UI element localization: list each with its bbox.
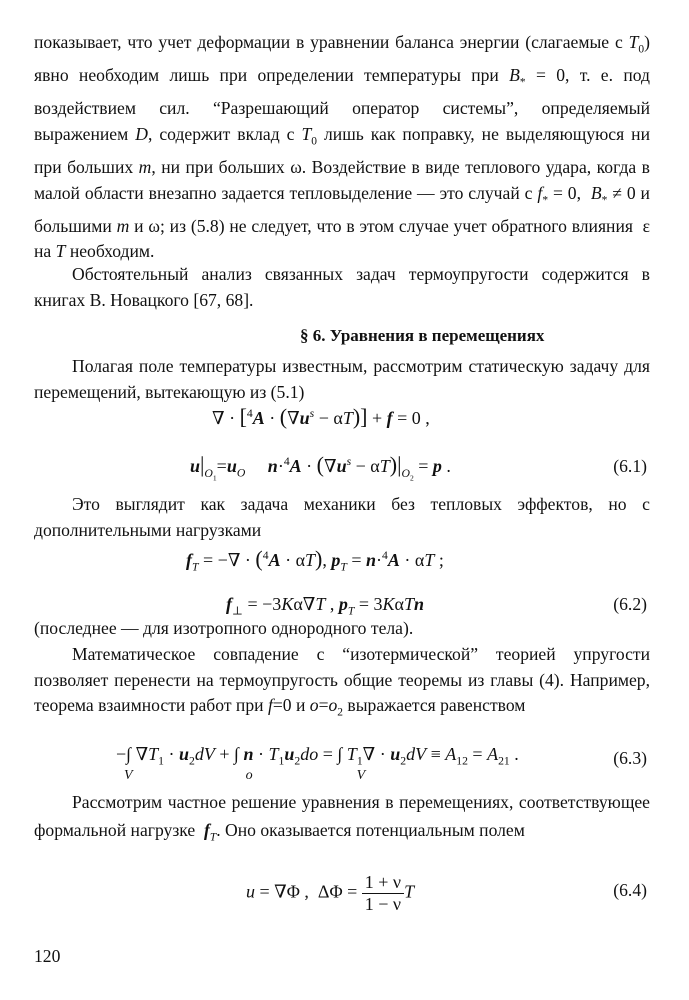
equation-6-1-line-1: ∇ · $[^4A \cdot (\nabla u^s - \alpha T)] + f = 0$ , [212,404,430,429]
equation-6-1-line-2: $u|_{O_1}=u_O$ $n\cdot^4A \cdot (\nabla u^s - \alpha T)|_{O_2} = p$ . [190,452,451,482]
equation-6-2-number: (6.2) [613,594,647,614]
equation-6-2-line-2: $f_\perp = -3K\alpha\nabla T$ , $p_T = 3K\alpha Tn$ [226,594,424,618]
paragraph-4: Это выглядит как задача механики без тепловых эффектов, но с дополнительными нагрузками [34,494,650,540]
page-number: 120 [34,946,61,966]
equation-6-3: −∫ $\nabla T_1 \cdot u_2dV$ + ∫ $n \cdot T_1u_2do$ = ∫ $T_1\nabla \cdot u_2dV \equiv A_{12} = A_{21}$ . [116,744,519,768]
paragraph-2: Обстоятельный анализ связанных задач термоупругости содержится в книгах В. Новацкого [67, 68]. [34,264,650,310]
equation-6-3-number: (6.3) [613,748,647,768]
paragraph-7 [34,788,650,852]
fraction: $\frac{1 + \nu}{1 - \nu}$ [362,872,404,915]
equation-6-3-limits: V o V [124,768,366,783]
paragraph-1-text: показывает, что учет деформации в уравнении баланса энергии (слагаемые с $T_0$) явно необходим лишь при определении температуры при $B_* = 0$, т. е. под воздействием сил. “Разрешающий оператор системы”, определяемый выражением D, содержит вклад с $T_0$ лишь как поправку, не выделяющуюся ни при больших m, ни при больших ω. Воздействие в виде теплового удара, когда в малой области внезапно задается тепловыделение — это случай с $f_* = 0$, $B_* \ne 0$ и большими m и ω; из (5.8) не следует, что в этом случае учет обратного влияния ε на T необходим. [34,32,651,262]
paragraph-3: Полагая поле температуры известным, рассмотрим статическую задачу для перемещений, вытекающую из (5.1) [34,356,650,402]
equation-6-1-number: (6.1) [613,456,647,476]
paragraph-6-text: Математическое совпадение с “изотермической” теорией упругости позволяет перенести на термоупругость общие теоремы из главы (4). Например, теорема взаимности работ при f=0 и $o=o_2$ выражается равенством [34,644,650,719]
paragraph-7-text: Рассмотрим частное решение уравнения в перемещениях, соответствующее формальной нагрузке $f_T$. Оно оказывается потенциальным полем [34,792,650,844]
paragraph-6 [34,642,650,726]
section-heading: § 6. Уравнения в перемещениях [300,326,545,345]
paragraph-1 [34,30,650,265]
equation-6-4-number: (6.4) [613,880,647,900]
equation-6-4: u = ∇Φ , ΔΦ = $\frac{1 + \nu}{1 - \nu}$ T [246,872,415,914]
paragraph-5: (последнее — для изотропного однородного тела). [34,618,414,638]
equation-6-2-line-1: $f_T$ = −∇ · ($^4$A · αT), $p_T = n\cdot^4A \cdot \alpha T$ ; [186,546,444,574]
